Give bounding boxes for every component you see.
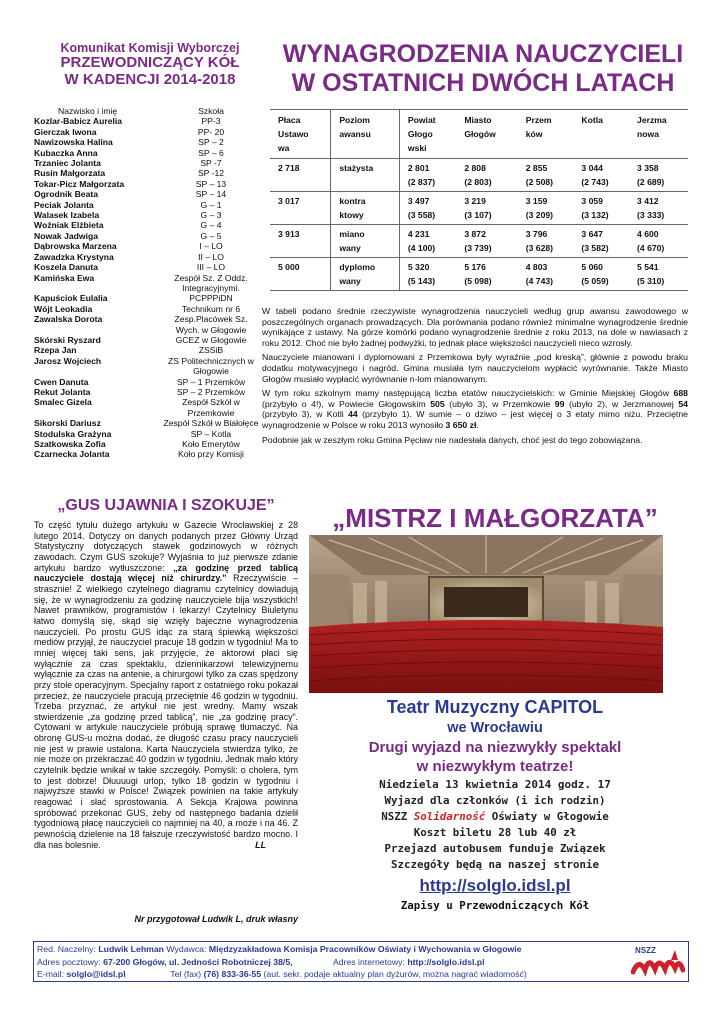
member-school: Koło Emerytów <box>182 439 240 449</box>
salary-2012: (2 837) <box>407 177 436 187</box>
footer-line-3 <box>37 968 685 981</box>
event-signup: Zapisy u Przewodniczących Kół <box>400 899 590 912</box>
salary-2013: 3 647 <box>581 229 603 239</box>
committee-row <box>34 168 266 178</box>
salary-header-cell <box>399 110 456 159</box>
phone-note: (aut. sekr. podaje aktualny plan dyżurów, można nagrać wiadomość) <box>263 969 527 979</box>
committee-row <box>34 262 266 272</box>
salary-value-cell <box>573 192 629 225</box>
footer-web-link[interactable]: http://solglo.idsl.pl <box>407 956 485 967</box>
salary-value-cell <box>456 258 517 291</box>
member-school: Integracyjnymi. <box>182 282 240 293</box>
member-name: Nawizowska Halina <box>34 137 113 148</box>
member-school: ZS Politechnicznych w <box>168 355 254 366</box>
member-school: G – 1 <box>200 199 222 210</box>
salary-2013: 3 796 <box>525 229 548 239</box>
member-school: SP -12 <box>197 168 225 179</box>
member-school: II – LO <box>198 251 224 262</box>
salary-2012: (4 670) <box>637 243 665 253</box>
member-name: Peciak Jolanta <box>34 199 94 210</box>
promotion-level-text: kontra <box>339 196 366 206</box>
postal-address: 67-200 Głogów, ul. Jedności Robotniczej 38/5, <box>103 956 293 967</box>
footer-email-link[interactable]: solglo@idsl.pl <box>66 969 126 979</box>
salary-2013: 2 855 <box>525 163 548 173</box>
salary-2013: 4 231 <box>407 229 430 239</box>
commentary-paragraph: Nauczyciele mianowani i dyplomowani z Przemkowa były wyraźnie „pod kreską”, głównie z powodu braku dodatku motywacyjnego i nagród. Gmina musiała tym nauczycielom wypłacić wyrównanie. Także Miasto Głogów musiało wypłacić wyrównanie n-lom mianowanym. <box>262 352 688 384</box>
phone-label: Tel (fax) <box>170 969 202 979</box>
member-school: Zespół Sz. Z Oddz. <box>174 272 248 283</box>
salary-header-cell <box>331 110 400 159</box>
promotion-level-cell <box>331 192 400 225</box>
salary-2013: 2 808 <box>464 163 486 173</box>
salary-row <box>270 258 688 291</box>
committee-row <box>34 449 266 459</box>
salary-value-cell <box>456 192 517 225</box>
committee-row <box>34 429 266 439</box>
member-name: Czarnecka Jolanta <box>34 449 110 460</box>
email-label: E-mail: <box>37 969 65 979</box>
salary-2013: 5 541 <box>637 262 659 272</box>
member-name: Sikorski Dariusz <box>34 418 101 429</box>
promotion-level-cell <box>331 159 400 192</box>
salary-table <box>270 109 688 291</box>
issue-signature: Nr przygotował Ludwik L, druk własny <box>134 914 298 924</box>
event-bus: Przejazd autobusem funduje Związek <box>384 842 606 855</box>
committee-row <box>34 179 266 189</box>
committee-row <box>34 377 266 387</box>
committee-row <box>34 325 266 335</box>
commission-header: Komunikat Komisji Wyborczej <box>60 41 240 55</box>
member-school: SP – 2 Przemków <box>176 386 246 397</box>
salary-header-text: Głogo <box>407 129 433 139</box>
salary-header-text: Ustawo <box>278 129 309 139</box>
salary-value-cell <box>518 192 574 225</box>
committee-row <box>34 210 266 220</box>
member-name: Rzepa Jan <box>34 345 77 356</box>
member-school: PP- 20 <box>197 126 225 137</box>
event-members: Wyjazd dla członków (i ich rodzin) <box>384 794 606 807</box>
committee-list <box>34 106 266 460</box>
salary-value-cell <box>573 225 629 258</box>
committee-row <box>34 220 266 230</box>
member-name: Zawadzka Krystyna <box>34 251 114 262</box>
salary-header-cell <box>456 110 517 159</box>
member-name: Koszela Danuta <box>34 262 98 273</box>
salary-2012: (2 803) <box>464 177 492 187</box>
salary-2012: (3 739) <box>464 243 492 253</box>
event-date: Niedziela 13 kwietnia 2014 godz. 17 <box>379 778 611 791</box>
salary-header-text: Powiat <box>407 115 436 125</box>
gus-text-a: To część tytułu dużego artykułu w Gazecie Wrocławskiej z 28 lutego 2014. Dotyczy on danych podanych przez Główny Urząd Statystyczny dotyczących stawek godzinowych w różnych zawodach. Czym GUS szokuje? Wyjaśnia to już pierwsze zdanie artykułu bardzo wytłuszczone: <box>34 520 298 573</box>
event-website-link[interactable]: http://solglo.idsl.pl <box>419 876 571 895</box>
salary-2013: 5 176 <box>464 262 486 272</box>
committee-row <box>34 231 266 241</box>
committee-row <box>34 408 266 418</box>
commission-term: W KADENCJI 2014-2018 <box>64 71 236 88</box>
member-school: III – LO <box>196 262 226 273</box>
salary-2013: 3 872 <box>464 229 486 239</box>
member-name: Szatkowska Zofia <box>34 439 106 449</box>
member-name: Cwen Danuta <box>34 376 89 387</box>
salary-2013: 3 044 <box>581 163 603 173</box>
committee-col-school: Szkoła <box>198 106 224 116</box>
salary-value-cell <box>518 225 574 258</box>
salary-2012: (3 107) <box>464 210 492 220</box>
event-tagline-1: Drugi wyjazd na niezwykły spektakl <box>368 739 622 756</box>
salary-2012: (5 143) <box>407 276 436 286</box>
commentary-paragraph: Podobnie jak w zeszłym roku Gmina Pęcław nie nadesłała danych, choć jest do tego zobowiązana. <box>262 434 643 445</box>
salary-header-cell <box>518 110 574 159</box>
promotion-level-text: wany <box>339 276 361 286</box>
salary-2012: (2 689) <box>637 177 665 187</box>
member-school: Zesp.Placówek Sz. <box>174 314 248 325</box>
member-name: Kapuściok Eulalia <box>34 293 108 304</box>
member-school: SP – 1 Przemków <box>176 376 246 387</box>
salary-value-cell <box>456 159 517 192</box>
salary-value-cell <box>456 225 517 258</box>
gus-text-bold: „za godzinę przed tablicą nauczyciele dostają więcej niż chirurdzy.” <box>34 562 298 584</box>
event-cost: Koszt biletu 28 lub 40 zł <box>413 826 577 839</box>
member-school: PCPPPiDN <box>189 293 233 304</box>
member-school: G – 3 <box>200 210 222 221</box>
member-name: Woźniak Elżbieta <box>34 220 104 231</box>
commission-subheader: PRZEWODNICZĄCY KÓŁ <box>60 54 240 71</box>
statutory-pay-cell: 5 000 <box>270 258 331 291</box>
salary-header-text: Płaca <box>278 115 301 125</box>
salary-2013: 5 060 <box>581 262 603 272</box>
member-name <box>34 283 156 293</box>
member-name: Dąbrowska Marzena <box>34 241 117 252</box>
member-school: Wych. w Głogowie <box>175 324 247 335</box>
solidarnosc-logo <box>631 944 685 978</box>
member-name: Gierczak Iwona <box>34 126 97 137</box>
committee-row <box>34 158 266 168</box>
committee-row <box>34 273 266 283</box>
member-name: Rekut Jolanta <box>34 386 91 397</box>
salary-2012: (2 743) <box>581 177 609 187</box>
committee-row <box>34 200 266 210</box>
commentary-paragraph: W tabeli podano średnie rzeczywiste wynagrodzenia nauczycieli według grup awansu zawodowego w poszczególnych organach prowadzących. Dla porównania podano również minimalne wynagrodzenie średnie wynikające z ustawy. Na górze komórki podano wynagrodzenie średnie z roku 2013, na dole w nawiasach z roku 2012. Choć nie było żadnej podwyżki, to jednak płace większości nauczycieli nieco wzrosły. <box>262 306 688 348</box>
committee-row <box>34 345 266 355</box>
salary-2012: (3 333) <box>637 210 665 220</box>
salary-2013: 3 159 <box>525 196 548 206</box>
member-school: GCEZ w Głogowie <box>175 334 247 345</box>
salary-value-cell <box>518 258 574 291</box>
salary-2012: (3 132) <box>581 210 609 220</box>
salaries-title-line2: W OSTATNICH DWÓCH LATACH <box>291 69 675 97</box>
event-theatre: Teatr Muzyczny CAPITOL <box>386 697 604 717</box>
gus-initials: LL <box>255 839 266 850</box>
statutory-pay-cell: 3 017 <box>270 192 331 225</box>
member-school: G – 5 <box>200 230 222 241</box>
committee-row <box>34 252 266 262</box>
committee-row <box>34 387 266 397</box>
member-name <box>34 408 156 418</box>
footer-box <box>33 941 689 982</box>
salary-2012: (3 558) <box>407 210 436 220</box>
publisher-name: Międzyzakładowa Komisja Pracowników Oświaty i Wychowania w Głogowie <box>208 944 522 954</box>
committee-row <box>34 116 266 126</box>
salary-header-text: Miasto <box>464 115 492 125</box>
member-school: Zespół Szkół w Białołęce <box>163 418 259 429</box>
committee-row <box>34 241 266 251</box>
salary-value-cell <box>399 192 456 225</box>
committee-row <box>34 356 266 366</box>
member-name: Ogrodnik Beata <box>34 189 98 200</box>
salary-header-cell <box>270 110 331 159</box>
salary-row <box>270 192 688 225</box>
event-title: „MISTRZ I MAŁGORZATA” <box>332 503 658 533</box>
salary-value-cell <box>518 159 574 192</box>
member-name: Rusin Małgorzata <box>34 168 106 179</box>
committee-row <box>34 283 266 293</box>
member-school: Przemkowie <box>187 407 235 418</box>
committee-row <box>34 137 266 147</box>
event-details-note: Szczegóły będą na naszej stronie <box>390 858 599 871</box>
salary-2012: (4 743) <box>525 276 553 286</box>
salary-2012: (3 582) <box>581 243 609 253</box>
promotion-level-text: dyplomo <box>339 262 376 272</box>
web-label: Adres internetowy: <box>332 956 405 967</box>
member-school: SP – 14 <box>195 189 227 200</box>
salary-header-text: wski <box>407 143 427 153</box>
salary-header-text: ków <box>525 129 543 139</box>
member-school: ZSSiB <box>198 345 224 356</box>
committee-row <box>34 189 266 199</box>
publisher-label: Wydawca: <box>166 944 207 954</box>
salary-value-cell <box>399 258 456 291</box>
member-name: Tokar-Picz Małgorzata <box>34 178 125 189</box>
member-school: Zespół Szkół w <box>182 397 240 408</box>
committee-col-name: Nazwisko i imię <box>58 106 118 116</box>
member-school: Technikum nr 6 <box>181 303 241 314</box>
union-name: Solidarność <box>413 810 486 823</box>
member-school: Głogowie <box>193 366 229 377</box>
footer-line-2 <box>37 956 685 969</box>
union-prefix: NSZZ <box>381 810 408 823</box>
promotion-level-text: miano <box>339 229 365 239</box>
salary-value-cell <box>629 192 688 225</box>
promotion-level-cell <box>331 225 400 258</box>
salary-2012: (5 098) <box>464 276 492 286</box>
event-tagline-2: w niezwykłym teatrze! <box>416 758 574 775</box>
promotion-level-cell <box>331 258 400 291</box>
salary-2012: (4 100) <box>407 243 436 253</box>
salaries-title-line1: WYNAGRODZENIA NAUCZYCIELI <box>282 40 684 68</box>
member-name <box>34 325 156 335</box>
committee-row <box>34 314 266 324</box>
salary-2012: (2 508) <box>525 177 553 187</box>
salary-header-cell <box>629 110 688 159</box>
salaries-title <box>278 40 688 98</box>
salary-row <box>270 225 688 258</box>
salary-value-cell <box>399 225 456 258</box>
committee-row <box>34 439 266 449</box>
salary-header-text: Poziom <box>339 115 370 125</box>
gus-article-body <box>34 520 298 850</box>
member-name: Skórski Ryszard <box>34 334 101 345</box>
salary-2013: 3 412 <box>637 196 659 206</box>
salary-header-text: wa <box>278 143 290 153</box>
footer-line-1 <box>37 943 685 956</box>
event-city: we Wrocławiu <box>447 720 543 736</box>
salary-2013: 3 497 <box>407 196 430 206</box>
member-name: Kozlar-Babicz Aurelia <box>34 116 123 127</box>
salary-header-text: awansu <box>339 129 371 139</box>
salary-header-text: Kotla <box>581 115 603 125</box>
member-name: Smalec Gizela <box>34 397 92 408</box>
salary-commentary <box>262 306 688 449</box>
salary-header-text: Jerzma <box>637 115 667 125</box>
committee-row <box>34 397 266 407</box>
promotion-level-text: wany <box>339 243 361 253</box>
union-suffix: Oświaty w Głogowie <box>491 810 609 823</box>
committee-row <box>34 304 266 314</box>
member-name: Kubaczka Anna <box>34 147 98 158</box>
salary-header-text: nowa <box>637 129 660 139</box>
committee-row <box>34 418 266 428</box>
statutory-pay-cell: 2 718 <box>270 159 331 192</box>
salary-value-cell <box>573 258 629 291</box>
svg-text:NSZZ: NSZZ <box>635 946 656 955</box>
theatre-interior-image <box>309 535 663 693</box>
salary-row <box>270 159 688 192</box>
salary-header-text: Głogów <box>464 129 496 139</box>
salary-header-row <box>270 110 688 159</box>
promotion-level-text: ktowy <box>339 210 364 220</box>
salary-2013: 3 219 <box>464 196 486 206</box>
committee-row <box>34 366 266 376</box>
member-name: Kamińska Ewa <box>34 272 95 283</box>
event-union <box>300 809 690 825</box>
committee-row <box>34 335 266 345</box>
member-name: Nowak Jadwiga <box>34 230 98 241</box>
salary-header-text: Przem <box>525 115 552 125</box>
member-name: Jarosz Wojciech <box>34 355 102 366</box>
member-school: SP – 2 <box>198 137 224 148</box>
salary-2013: 5 320 <box>407 262 430 272</box>
salary-header-cell <box>573 110 629 159</box>
member-name: Zawalska Dorota <box>34 314 103 325</box>
salary-2013: 3 358 <box>637 163 659 173</box>
commentary-paragraph: W tym roku szkolnym mamy następującą liczba etatów nauczycielskich: w Gminie Miejskiej Głogów 688 (przybyło o 4!), w Powiecie Głogowskim 505 (ubyło 3), w Przemkowie 99 (ubyło 2), w Jerzmanowej 54 (przybyło 3), w Kotli 44 (przybyło 1). W sumie – o dziwo – jest więcej o 3 etaty mimo niżu. Przeciętne wynagrodzenie w Polsce w roku 2013 wynosiło 3 650 zł. <box>262 388 689 430</box>
member-school: Koło przy Komisji <box>178 449 244 460</box>
salary-value-cell <box>629 159 688 192</box>
committee-header-row <box>34 106 266 116</box>
member-name: Stodulska Grażyna <box>34 428 112 439</box>
member-school: I – LO <box>199 241 223 252</box>
salary-2012: (5 310) <box>637 276 665 286</box>
salary-value-cell <box>573 159 629 192</box>
promotion-level-text: stażysta <box>339 163 374 173</box>
statutory-pay-cell: 3 913 <box>270 225 331 258</box>
member-school: PP-3 <box>201 116 221 127</box>
editor-name: Ludwik Lehman <box>98 944 164 954</box>
member-name: Wójt Leokadia <box>34 303 93 314</box>
salary-2013: 3 059 <box>581 196 603 206</box>
member-school: SP – Kotla <box>190 428 232 439</box>
salary-value-cell <box>629 225 688 258</box>
member-name: Walasek Izabela <box>34 210 100 221</box>
salary-value-cell <box>629 258 688 291</box>
gus-article-title: „GUS UJAWNIA I SZOKUJE” <box>57 497 275 514</box>
salary-2013: 2 801 <box>407 163 430 173</box>
committee-row <box>34 148 266 158</box>
committee-row <box>34 127 266 137</box>
salary-2012: (5 059) <box>581 276 609 286</box>
member-school: G – 4 <box>200 220 222 231</box>
phone-number: (76) 833-36-55 <box>203 969 262 979</box>
salary-2012: (3 209) <box>525 210 553 220</box>
salary-2012: (3 628) <box>525 243 553 253</box>
committee-row <box>34 293 266 303</box>
salary-2013: 4 803 <box>525 262 548 272</box>
member-school: SP -7 <box>200 158 222 169</box>
salary-2013: 4 600 <box>637 229 659 239</box>
event-details <box>300 697 690 915</box>
member-school: SP – 13 <box>195 178 227 189</box>
salary-value-cell <box>399 159 456 192</box>
editor-label: Red. Naczelny: <box>37 944 96 954</box>
member-school: SP – 6 <box>198 147 224 158</box>
member-name: Trzaniec Jolanta <box>34 158 101 169</box>
member-name <box>34 366 156 376</box>
gus-text-b: Rzeczywiście – strasznie! Z wielkiego czytelnego diagramu czytelnicy dowiadują się, że w wynagrodzeniu za godzinę nauczyciele bija wszystkich! Nawet prawników, programistów i lekarzy! Czytelnicy Biuletynu łatwo domyślą się, skąd się wzięły bajeczne wynagrodzenia nauczycieli. Po prostu GUS idąc za starą śpiewką większości mediów przyjął, że nauczyciel pracuje 18 godzin w tygodniu! Ma to mniej więcej taki sens, jak przyjęcie, że aktorowi płaci się wyłącznie za czas spektaklu, dziennikarzowi telewizyjnemu wyłącznie za czas na antenie, a chirurgowi tylko za czas spędzony przy stole operacyjnym. Specjalny raport z ostatniego roku pokazał przecież, że nauczyciele pracują przeciętnie 46 godzin w tygodniu. Trzeba przyznać, że artykuł nie jest wredny. Mamy wszak stwierdzenie „za godzinę przed tablicą”, nie „za godzinę pracy”. Cytowani w artykule nauczyciele próbują sprawę tłumaczyć. Na obronę GUS-u można dodać, że długość czasu pracy nauczycieli nie jest w prawie ustalona. Karta Nauczyciela stwierdza tylko, że nie może on przekraczać 40 godzin w tygodniu. Jednak mało który czytelnik będzie wnikał w takie szczegóły. Pomyśli: o cholera, tym to jest dobrze! Dłuuuugi urlop, tylko 18 godzin w tygodniu i najwyższe stawki w Polsce! Związek powinien na takie artykuły reagować i słać sprostowania. A Sekcja Krajowa powinna spróbować przekonać GUS, żeby od następnego badania dzielił tygodniową płacę nauczycieli co najmniej na 40, a może i na 46. Z pewnością dzielenie na 18 fałszuje rzeczywistość bardzo mocno. I dla nas bolesnie. <box>34 573 298 850</box>
address-label: Adres pocztowy: <box>37 956 101 967</box>
